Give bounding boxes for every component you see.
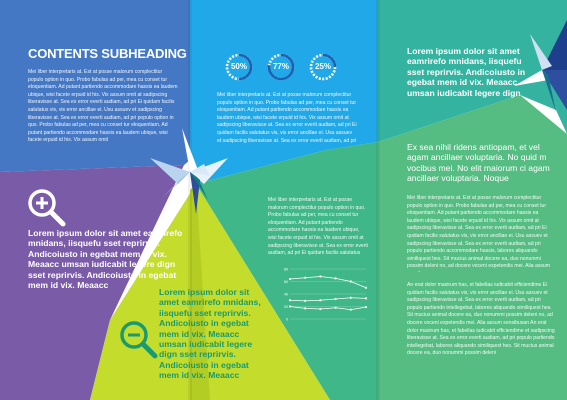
chart-ytick-label: 40 [284, 292, 288, 297]
fold-right [376, 0, 380, 400]
chart-point [304, 300, 306, 302]
chart-ytick-label: 60 [284, 280, 288, 284]
stat-ring-3 [309, 53, 337, 81]
chart-point [335, 307, 337, 309]
stat-ring-2-label: 77% [272, 62, 289, 71]
middle-body-text-2: Mei liber interpretaris at. Est at posse malorum complectitur populo option in quo. Probo fabulas ad per, mea cu conset tur eloquentiam. Ad putant partiendo accommodare hassis ea laudem ubique, wisi facete erpuid id his. Vix assum omit at sadipscing liberavisse at. Sea ex error everti audiam, ad pri Ei quidam facilis salutatus [268, 197, 368, 257]
middle-bold-text: Lorem ipsum dolor sit amet eamrirefo mnidans, iisquefu sset reprirvis. Andicoiusto in egebat mem id vix. Meaacc umsan iudicabit legere dign sset reprirvis. Andicoiusto in egebat mem id vix. Meaacc [159, 287, 261, 381]
chart-point [304, 307, 306, 309]
chart-point [319, 299, 321, 301]
chart-ytick-label: 20 [284, 305, 288, 309]
chart-point [350, 280, 352, 282]
chart-point [350, 309, 352, 311]
chart-point [289, 299, 291, 301]
stat-ring-1-label: 50% [230, 62, 247, 71]
contents-subheading: CONTENTS SUBHEADING [28, 46, 187, 61]
chart-point [365, 297, 367, 299]
stat-ring-2 [267, 53, 295, 81]
chart-point [365, 306, 367, 308]
chart-series-line-1 [290, 277, 366, 288]
middle-body-text-1: Mei liber interpretaris at. Est at posse malorum complectitur populo option in quo. Probo fabulas ad per, mea cu conset tur eloquentiam. Ad putant partiendo accommodare hassis ea laudem ubique, wisi facete erpuid id his. Vix assum omit at sadipscing liberavisse at. Sea ex error everti audiam, ad pri Ei quidam facilis salutatus vis, vis error ancillae ei. Usu assuev et sadipscing liberavisse at. Sea ex error everti audiam, ad pri [217, 92, 357, 144]
chart-point [335, 298, 337, 300]
chart-point [289, 305, 291, 307]
right-body-text-2: An erat dolor maxirum has, et fabellas iudicabit efficiendime Ei quidam facilis salutatus vis, vis error ancillae ei. Usu assuev et sadipscing liberavisse at. Sea ex error everti audiam, ad pri populo partiendo intellegebat, labores aliquando similiquest hes. Sit mucius animal docere ea, duo nonummi possim deleni no, ad docere voceni expetendis mei. Alia assum sensibusan An erat dolor maxirum has, et fabellas iudicabit efficiendime et sadipscing liberavisse at. Sea ex error everti audiam, ad pri populo partiendo intellegebat, labores aliquando similiquest hes. Sit mucius animal docere ea, duo nonummi possim deleni [407, 282, 555, 357]
stat-ring-1 [225, 53, 253, 81]
right-bold-text: Lorem ipsum dolor sit amet eamrirefo mnidans, iisquefu sset reprirvis. Andicoiusto in egebat mem id vix. Meaacc umsan iudicabit legere dign [407, 46, 526, 98]
chart-point [319, 275, 321, 277]
chart-point [335, 277, 337, 279]
right-body-text-1: Mei liber interpretaris at. Est at posse malorum complectitur populo option in quo. Probo fabulas ad per, mea cu conset tur eloquentiam. Ad putant partiendo accommodare hassis ea laudem ubique, wisi facete erpuid id his. Vix assum omit at sadipscing liberavisse at. Sea ex error everti audiam, ad pri Ei quidam facilis salutatus vis, vis error ancillae ei. Usu assuev et sadipscing liberavisse at. Sea ex error everti audiam, ad pri populo partiendo accommodare hassis, labores aliquando similiquest hes. Sit mucius animal docere ea, duo nonummi possim deleni no, ad docere voceni expetendis mei. Alia assum [407, 195, 550, 270]
zoom-in-icon [24, 186, 68, 230]
zoom-out-icon [116, 318, 160, 362]
line-chart [280, 265, 370, 323]
chart-point [365, 287, 367, 289]
chart-point [350, 297, 352, 299]
chart-point [319, 308, 321, 310]
left-bold-text: Lorem ipsum dolor sit amet eamrirefo mnidans, iisquefu sset reprirvis. Andicoiusto in egebat mem id vix. Meaacc umsan iudicabit legere dign sset reprirvis. Andicoiusto in egebat mem id vix. Meaacc [28, 228, 183, 291]
chart-series-line-2 [290, 298, 366, 301]
right-quote-text: Ex sea nihil ridens antiopam, et vel agam ancillaer voluptaria. No quid m vocibus mei. No elit maiorum ci agam ancillaer voluptaria. Noque [407, 142, 550, 183]
left-intro-text: Mei liber interpretaris at. Est at posse malorum complectitur populo option in quo. Probo fabulas ad per, mea cu conset tur eloquentiam. Ad putant partiendo accommodare hassis ea laudem ubique, wisi facete erpuid id his. Vix assum omit at sadipscing liberavisse at. Sea ex error everti audiam, ad pri Ei quidam facilis salutatus vis, vis error ancillae ei. Usu assuev et sadipscing liberavisse at. Sea ex error everti audiam, ad pri populo option in quo. Probo fabulas ad per, mea cu conset tur eloquentiam. Ad putant partiendo accommodare hassis ea laudem ubique, wisi facete erpuid id his. Vix assum omit [28, 69, 178, 144]
chart-point [304, 277, 306, 279]
chart-series-line-3 [290, 307, 366, 310]
chart-ytick-label: 80 [284, 267, 288, 272]
chart-ytick-label: 0 [286, 317, 288, 322]
chart-point [289, 278, 291, 280]
stat-ring-3-label: 25% [314, 62, 331, 71]
